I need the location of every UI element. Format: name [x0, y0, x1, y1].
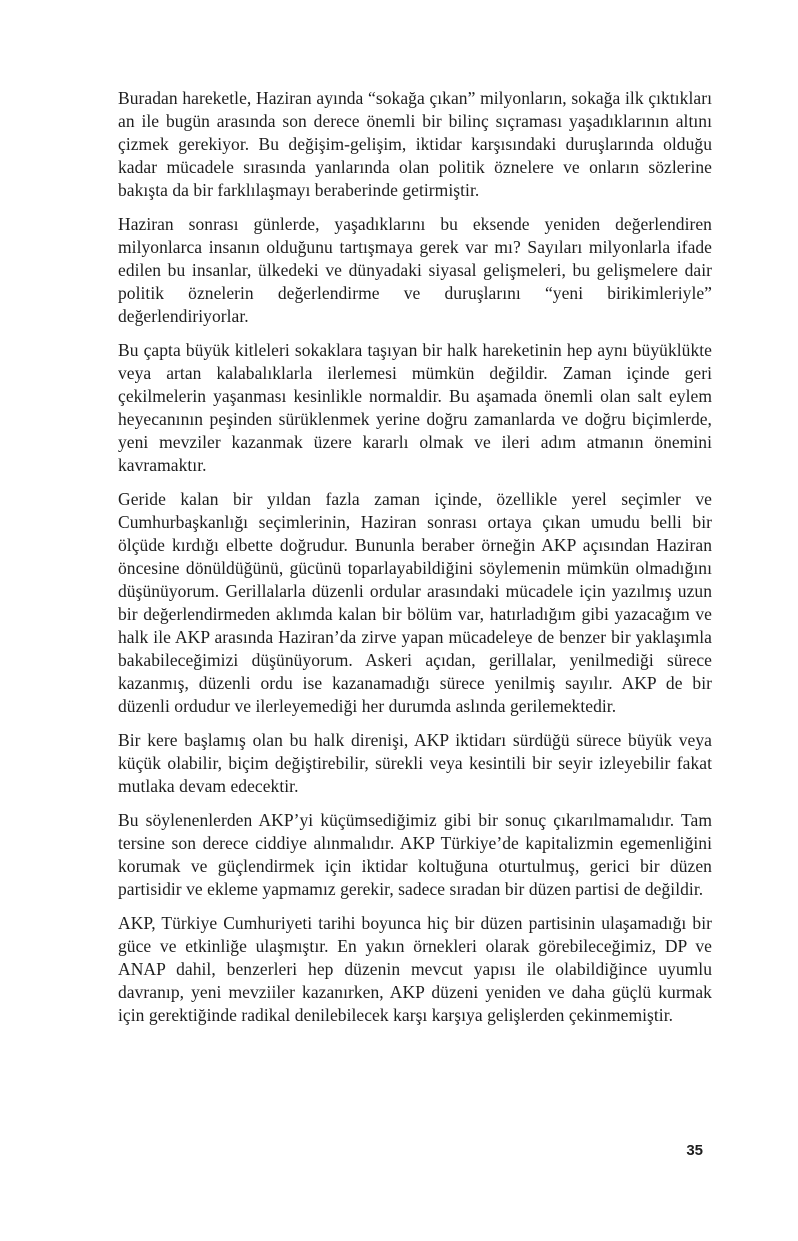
paragraph-1: Buradan hareketle, Haziran ayında “sokağa çıkan” milyonların, sokağa ilk çıktıkları an ile bugün arasında son derece önemli bir bilinç sıçraması yaşadıklarının altını çizmek gerekiyor. Bu değişim-gelişim, iktidar karşısındaki duruşlarında olduğu kadar mücadele sırasında yanlarında olan politik öznelere ve onların sözlerine bakışta da bir farklılaşmayı beraberinde getirmiştir. — [118, 88, 712, 200]
paragraph-2: Haziran sonrası günlerde, yaşadıklarını bu eksende yeniden değerlendiren milyonlarca insanın olduğunu tartışmaya gerek var mı? Sayıları milyonlarla ifade edilen bu insanlar, ülkedeki ve dünyadaki siyasal gelişmeleri, bu gelişmelere dair politik öznelerin değerlendirme ve duruşlarını “yeni birikimleriyle” değerlendiriyorlar. — [118, 214, 712, 326]
paragraph-4: Geride kalan bir yıldan fazla zaman içinde, özellikle yerel seçimler ve Cumhurbaşkanlığı seçimlerinin, Haziran sonrası ortaya çıkan umudu belli bir ölçüde kırdığı elbette doğrudur. Bununla beraber örneğin AKP açısından Haziran öncesine dönüldüğünü, gücünü toparlayabildiğini söylemenin mümkün olmadığını düşünüyorum. Gerillalarla düzenli ordular arasındaki mücadele için yazılmış uzun bir değerlendirmeden aklımda kalan bir bölüm var, hatırladığım gibi yazacağım ve halk ile AKP arasında Haziran’da zirve yapan mücadeleye de benzer bir yaklaşımla bakabileceğimizi düşünüyorum. Askeri açıdan, gerillalar, yenilmediği sürece kazanmış, düzenli ordu ise kazanamadığı sürece yenilmiş sayılır. AKP de bir düzenli ordudur ve ilerleyemediği her durumda aslında gerilemektedir. — [118, 489, 712, 716]
paragraph-3: Bu çapta büyük kitleleri sokaklara taşıyan bir halk hareketinin hep aynı büyüklükte veya artan kalabalıklarla ilerlemesi mümkün değildir. Zaman içinde geri çekilmelerin yaşanması kesinlikle normaldir. Bu aşamada önemli olan salt eylem heyecanının peşinden sürüklenmek yerine doğru zamanlarda ve doğru biçimlerde, yeni mevziler kazanmak üzere kararlı olmak ve ileri adım atmanın önemini kavramaktır. — [118, 340, 712, 475]
page-number: 35 — [686, 1142, 703, 1159]
paragraph-7: AKP, Türkiye Cumhuriyeti tarihi boyunca hiç bir düzen partisinin ulaşamadığı bir güce ve etkinliğe ulaşmıştır. En yakın örnekleri olarak görebileceğimiz, DP ve ANAP dahil, benzerleri hep düzenin mevcut yapısı ile olabildiğince uyumlu davranıp, yeni mevziiler kazanırken, AKP düzeni yeniden ve daha güçlü kurmak için gerektiğinde radikal denilebilecek karşı karşıya gelişlerden çekinmemiştir. — [118, 913, 712, 1025]
paragraph-6: Bu söylenenlerden AKP’yi küçümsediğimiz gibi bir sonuç çıkarılmamalıdır. Tam tersine son derece ciddiye alınmalıdır. AKP Türkiye’de kapitalizmin egemenliğini korumak ve güçlendirmek için iktidar koltuğuna oturtulmuş, gerici bir düzen partisidir ve ekleme yapmamız gerekir, sadece sıradan bir düzen partisi de değildir. — [118, 810, 712, 899]
paragraph-5: Bir kere başlamış olan bu halk direnişi, AKP iktidarı sürdüğü sürece büyük veya küçük olabilir, biçim değiştirebilir, sürekli veya kesintili bir seyir izleyebilir fakat mutlaka devam edecektir. — [118, 730, 712, 796]
body-text-block — [118, 87, 712, 1038]
